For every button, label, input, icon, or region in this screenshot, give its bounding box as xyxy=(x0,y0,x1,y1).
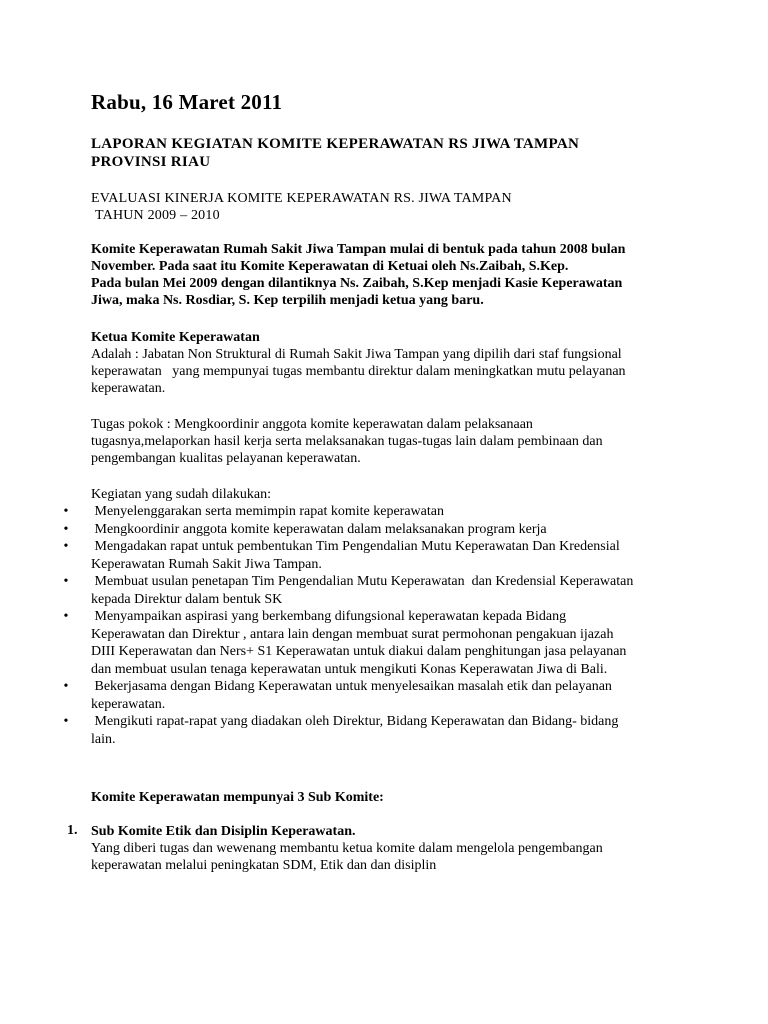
bullet-icon: • xyxy=(63,504,69,519)
kegiatan-item-line: Menyelenggarakan serta memimpin rapat komite keperawatan xyxy=(91,504,444,519)
document-subtitle xyxy=(91,190,512,224)
kegiatan-item-line: Mengkoordinir anggota komite keperawatan dalam melaksanakan program kerja xyxy=(91,521,547,537)
subtitle-line-1: EVALUASI KINERJA KOMITE KEPERAWATAN RS. JIWA TAMPAN xyxy=(91,191,512,206)
ketua-line: keperawatan yang mempunyai tugas membantu direktur dalam meningkatkan mutu pelayanan xyxy=(91,364,626,379)
subkomite-heading: Komite Keperawatan mempunyai 3 Sub Komite: xyxy=(91,790,384,805)
intro-paragraph xyxy=(91,241,701,309)
bullet-icon: • xyxy=(63,521,69,537)
title-line-1: LAPORAN KEGIATAN KOMITE KEPERAWATAN RS JIWA TAMPAN xyxy=(91,136,580,152)
ketua-line: keperawatan. xyxy=(91,381,166,396)
document-date: Rabu, 16 Maret 2011 xyxy=(91,90,283,114)
intro-line: Pada bulan Mei 2009 dengan dilantiknya Ns. Zaibah, S.Kep menjadi Kasie Keperawatan xyxy=(91,276,623,291)
tugas-line: Tugas pokok : Mengkoordinir anggota komite keperawatan dalam pelaksanaan xyxy=(91,417,533,432)
subkomite-1-line: Yang diberi tugas dan wewenang membantu ketua komite dalam mengelola pengembangan xyxy=(91,841,603,856)
subtitle-line-2: TAHUN 2009 – 2010 xyxy=(95,208,220,223)
kegiatan-item xyxy=(60,713,720,748)
kegiatan-item xyxy=(60,678,720,713)
title-line-2: PROVINSI RIAU xyxy=(91,154,211,170)
kegiatan-item-line: Bekerjasama dengan Bidang Keperawatan untuk menyelesaikan masalah etik dan pelayanan xyxy=(91,679,612,694)
bullet-icon: • xyxy=(63,679,69,694)
kegiatan-list xyxy=(60,503,720,748)
ketua-line: Adalah : Jabatan Non Struktural di Rumah Sakit Jiwa Tampan yang dipilih dari staf fungsional xyxy=(91,347,622,362)
kegiatan-item-line: Mengadakan rapat untuk pembentukan Tim Pengendalian Mutu Keperawatan Dan Kredensial xyxy=(91,539,620,554)
kegiatan-item-line: Mengikuti rapat-rapat yang diadakan oleh Direktur, Bidang Keperawatan dan Bidang- bidang xyxy=(91,714,619,729)
tugas-paragraph xyxy=(91,416,701,467)
kegiatan-item-line: keperawatan. xyxy=(91,696,166,712)
kegiatan-item-line: kepada Direktur dalam bentuk SK xyxy=(91,591,283,607)
intro-line: Komite Keperawatan Rumah Sakit Jiwa Tampan mulai di bentuk pada tahun 2008 bulan xyxy=(91,242,626,257)
bullet-icon: • xyxy=(63,714,69,729)
bullet-icon: • xyxy=(63,609,69,624)
subkomite-1-line: keperawatan melalui peningkatan SDM, Etik dan dan disiplin xyxy=(91,858,437,873)
kegiatan-item xyxy=(60,573,720,608)
kegiatan-item-line: Membuat usulan penetapan Tim Pengendalian Mutu Keperawatan dan Kredensial Keperawatan xyxy=(91,574,634,589)
kegiatan-item-line: Keperawatan Rumah Sakit Jiwa Tampan. xyxy=(91,556,322,572)
intro-line: November. Pada saat itu Komite Keperawatan di Ketuai oleh Ns.Zaibah, S.Kep. xyxy=(91,259,569,274)
ketua-section xyxy=(91,329,701,397)
ketua-heading: Ketua Komite Keperawatan xyxy=(91,330,260,345)
kegiatan-item-line: lain. xyxy=(91,731,116,747)
subkomite-1-number: 1. xyxy=(67,823,78,838)
kegiatan-item xyxy=(60,538,720,573)
bullet-icon: • xyxy=(63,539,69,554)
kegiatan-item xyxy=(60,521,720,539)
tugas-line: tugasnya,melaporkan hasil kerja serta melaksanakan tugas-tugas lain dalam pembinaan dan xyxy=(91,434,603,449)
kegiatan-item xyxy=(60,608,720,678)
kegiatan-item-line: DIII Keperawatan dan Ners+ S1 Keperawatan untuk diakui dalam penghitungan jasa pelayanan xyxy=(91,644,627,659)
bullet-icon: • xyxy=(63,574,69,589)
subkomite-1-heading: Sub Komite Etik dan Disiplin Keperawatan. xyxy=(91,824,356,839)
tugas-line: pengembangan kualitas pelayanan keperawatan. xyxy=(91,451,361,466)
kegiatan-item xyxy=(60,503,720,521)
kegiatan-item-line: Menyampaikan aspirasi yang berkembang difungsional keperawatan kepada Bidang xyxy=(91,609,567,624)
document-title xyxy=(91,135,579,171)
kegiatan-label: Kegiatan yang sudah dilakukan: xyxy=(91,487,272,502)
intro-line: Jiwa, maka Ns. Rosdiar, S. Kep terpilih menjadi ketua yang baru. xyxy=(91,293,484,308)
kegiatan-item-line: Keperawatan dan Direktur , antara lain dengan membuat surat permohonan pengakuan ijazah xyxy=(91,626,614,642)
subkomite-1 xyxy=(91,823,691,874)
kegiatan-item-line: dan membuat usulan tenaga keperawatan untuk mengikuti Konas Keperawatan Jiwa di Bali. xyxy=(91,661,608,677)
